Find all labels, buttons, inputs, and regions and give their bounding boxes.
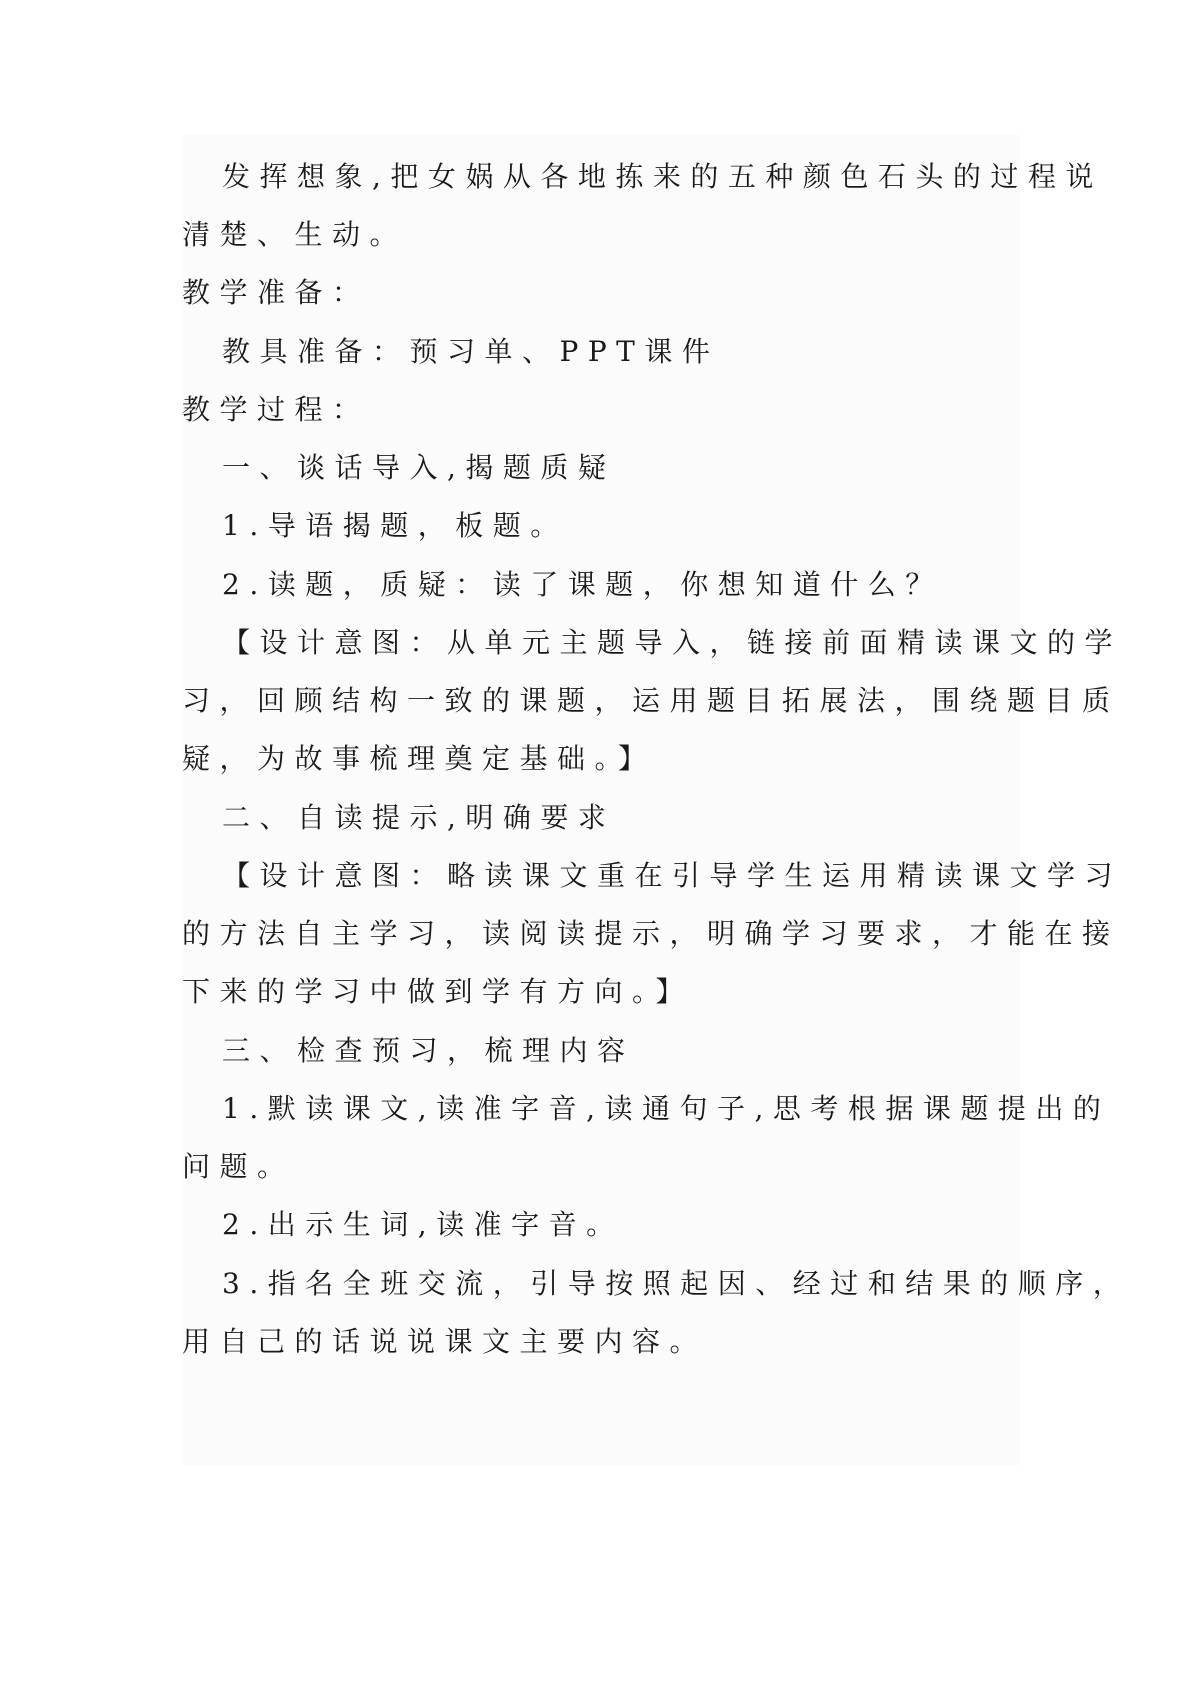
- text-line: 下来的学习中做到学有方向。】: [182, 975, 694, 1008]
- subsection-heading: 一、谈话导入,揭题质疑: [222, 451, 616, 484]
- text-line: 发挥想象,把女娲从各地拣来的五种颜色石头的过程说: [222, 160, 1103, 193]
- text-line: 疑，为故事梳理奠定基础。】: [182, 742, 656, 775]
- document-page: [182, 135, 1131, 1465]
- text-line: 习，回顾结构一致的课题，运用题目拓展法，围绕题目质: [182, 684, 1120, 717]
- text-line: 1.导语揭题，板题。: [222, 509, 568, 542]
- text-line: 用自己的话说说课文主要内容。: [182, 1325, 708, 1358]
- text-line: 问题。: [182, 1150, 295, 1183]
- text-line: 清楚、生动。: [182, 218, 408, 251]
- text-line: 教具准备：预习单、PPT课件: [222, 335, 720, 368]
- text-line: 1.默读课文,读准字音,读通句子,思考根据课题提出的: [222, 1092, 1111, 1125]
- section-heading: 教学准备：: [182, 276, 370, 309]
- subsection-heading: 三、检查预习，梳理内容: [222, 1034, 635, 1067]
- text-line: 的方法自主学习，读阅读提示，明确学习要求，才能在接: [182, 917, 1120, 950]
- text-line: 【设计意图：从单元主题导入，链接前面精读课文的学: [222, 626, 1123, 659]
- text-line: 2.出示生词,读准字音。: [222, 1208, 624, 1241]
- subsection-heading: 二、自读提示,明确要求: [222, 801, 616, 834]
- text-line: 3.指名全班交流，引导按照起因、经过和结果的顺序，: [222, 1267, 1131, 1300]
- text-line: 【设计意图：略读课文重在引导学生运用精读课文学习: [222, 859, 1123, 892]
- text-line: 2.读题，质疑：读了课题，你想知道什么？: [222, 568, 943, 601]
- section-heading: 教学过程：: [182, 393, 370, 426]
